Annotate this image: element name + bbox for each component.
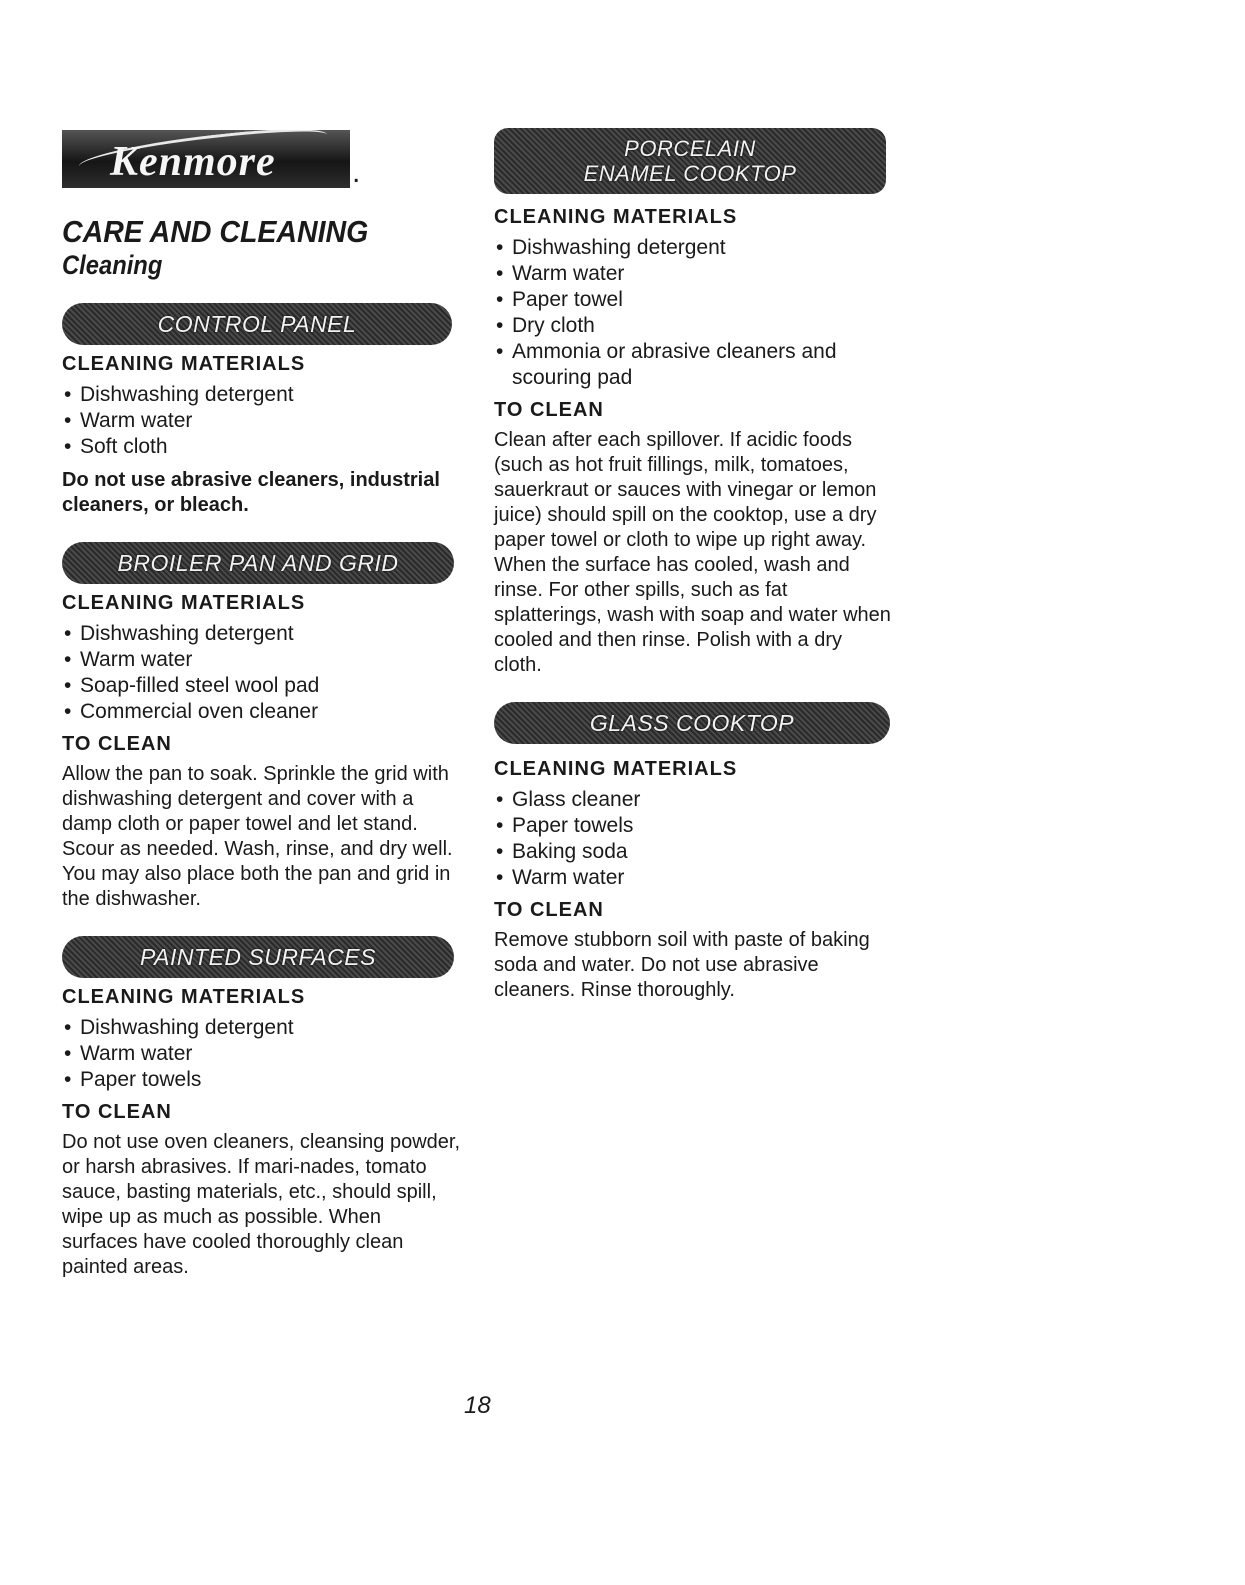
list-item: • Warm water [62,647,462,673]
list-item: • Soft cloth [62,434,462,460]
logo-dot: . [352,156,361,189]
materials-heading: CLEANING MATERIALS [62,986,306,1008]
materials-list [62,382,462,460]
list-item: • Warm water [62,408,462,434]
materials-list [62,621,462,725]
section-banner-glass-cooktop [494,702,890,744]
to-clean-heading: TO CLEAN [62,1101,172,1123]
warning-text: Do not use abrasive cleaners, industrial cleaners, or bleach. [62,469,440,516]
section-banner-control-panel [62,303,452,345]
to-clean-heading: TO CLEAN [494,399,604,421]
materials-heading: CLEANING MATERIALS [494,758,738,780]
to-clean-text: Allow the pan to soak. Sprinkle the grid with dishwashing detergent and cover with a damp cloth or paper towel and let stand. Scour as needed. Wash, rinse, and dry well. You may also place both the pan and grid in the dishwasher. [62,763,453,910]
list-item: • Glass cleaner [494,787,894,813]
list-item: • Dishwashing detergent [494,235,894,261]
to-clean-text: Do not use oven cleaners, cleansing powder, or harsh abrasives. If mari-nades, tomato sauce, basting materials, etc., should spill, wipe up as much as possible. When surfaces have cooled thoroughly clean painted areas. [62,1131,461,1278]
to-clean-text: Remove stubborn soil with paste of baking soda and water. Do not use abrasive cleaners. Rinse thoroughly. [494,929,870,1001]
list-item: • Ammonia or abrasive cleaners and scouring pad [494,339,894,391]
list-item: • Soap-filled steel wool pad [62,673,462,699]
section-banner-label: CONTROL PANEL [157,310,357,337]
list-item: • Warm water [494,261,894,287]
list-item: • Paper towels [494,813,894,839]
list-item: • Dry cloth [494,313,894,339]
materials-heading: CLEANING MATERIALS [494,206,738,228]
logo-text: Kenmore [110,139,276,185]
list-item: • Paper towels [62,1067,462,1093]
page-title: CARE AND CLEANING [62,214,369,249]
section-banner-painted-surfaces [62,936,454,978]
to-clean-heading: TO CLEAN [62,733,172,755]
left-column [62,130,462,1304]
list-item: • Dishwashing detergent [62,1015,462,1041]
section-banner-label-line2: ENAMEL COOKTOP [583,161,797,186]
brand-logo-row [62,130,462,188]
section-banner-broiler-pan [62,542,454,584]
list-item: • Dishwashing detergent [62,382,462,408]
materials-heading: CLEANING MATERIALS [62,592,306,614]
materials-list [494,235,894,391]
materials-heading: CLEANING MATERIALS [62,353,306,375]
materials-list [62,1015,462,1093]
list-item: • Warm water [62,1041,462,1067]
materials-list [494,787,894,891]
list-item: • Commercial oven cleaner [62,699,462,725]
list-item: • Paper towel [494,287,894,313]
section-banner-label: GLASS COOKTOP [589,709,795,736]
list-item: • Warm water [494,865,894,891]
right-column [494,128,894,1027]
section-banner-label: BROILER PAN AND GRID [117,549,399,576]
to-clean-heading: TO CLEAN [494,899,604,921]
page-number: 18 [464,1392,491,1419]
section-banner-label-line1: PORCELAIN [624,135,756,161]
section-banner-label: PAINTED SURFACES [140,943,376,970]
kenmore-logo [62,130,350,188]
section-banner-porcelain-cooktop [494,128,886,194]
page-subtitle: Cleaning [62,250,163,280]
to-clean-text: Clean after each spillover. If acidic foods (such as hot fruit fillings, milk, tomatoes, sauerkraut or sauces with vinegar or lemon juice) should spill on the cooktop, use a dry paper towel or cloth to wipe up right away. When the surface has cooled, wash and rinse. For other spills, such as fat splatterings, wash with soap and water when cooled and then rinse. Polish with a dry cloth. [494,429,891,676]
list-item: • Baking soda [494,839,894,865]
list-item: • Dishwashing detergent [62,621,462,647]
